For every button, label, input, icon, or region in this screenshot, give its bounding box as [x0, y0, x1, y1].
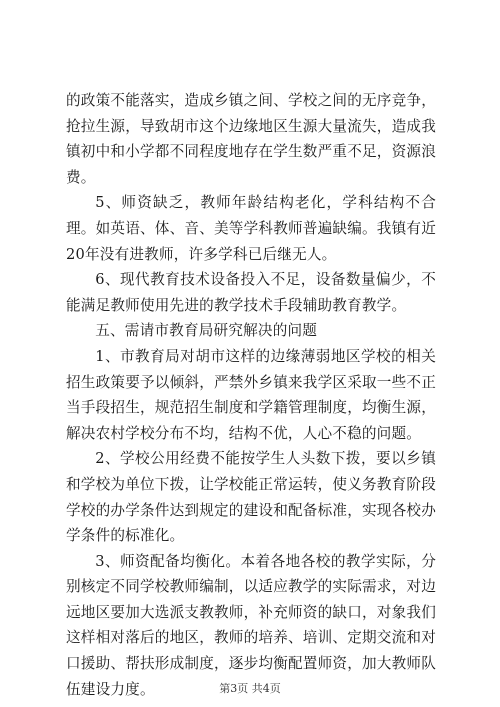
document-body: [66, 88, 436, 702]
paragraph-request-2: 2、学校公用经费不能按学生人头数下拨，要以乡镇和学校为单位下拨，让学校能正常运转，使义务教育阶段学校的办学条件达到规定的建设和配备标准，实现各校办学条件的标准化。: [66, 450, 436, 545]
paragraph-item-5: 5、师资缺乏，教师年龄结构老化，学科结构不合理。如英语、体、音、美等学科教师普遍缺编。我镇有近20年没有进教师，许多学科已后继无人。: [66, 194, 436, 263]
paragraph-continuation: 的政策不能落实，造成乡镇之间、学校之间的无序竞争，抢拉生源，导致胡市这个边缘地区生源大量流失，造成我镇初中和小学都不同程度地存在学生数严重不足，资源浪费。: [66, 92, 436, 186]
page-number-footer: 第3页 共4页: [219, 682, 281, 695]
section-heading: 五、需请市教育局研究解决的问题: [95, 322, 318, 340]
paragraph-request-3: 3、师资配备均衡化。本着各地各校的教学实际，分别核定不同学校教师编制，以适应教学的实际需求，对边远地区要加大选派支教教师，补充师资的缺口，对象我们这样相对落后的地区，教师的培养、培训、定期交流和对口援助、帮扶形成制度，逐步均衡配置师资，加大教师队伍建设力度。: [66, 552, 436, 698]
paragraph-request-1: 1、市教育局对胡市这样的边缘薄弱地区学校的相关招生政策要予以倾斜，严禁外乡镇来我学区采取一些不正当手段招生，规范招生制度和学籍管理制度，均衡生源，解决农村学校分布不均，结构不优，人心不稳的问题。: [66, 347, 436, 442]
paragraph-item-6: 6、现代教育技术设备投入不足，设备数量偏少，不能满足教师使用先进的教学技术手段辅助教育教学。: [66, 271, 436, 314]
